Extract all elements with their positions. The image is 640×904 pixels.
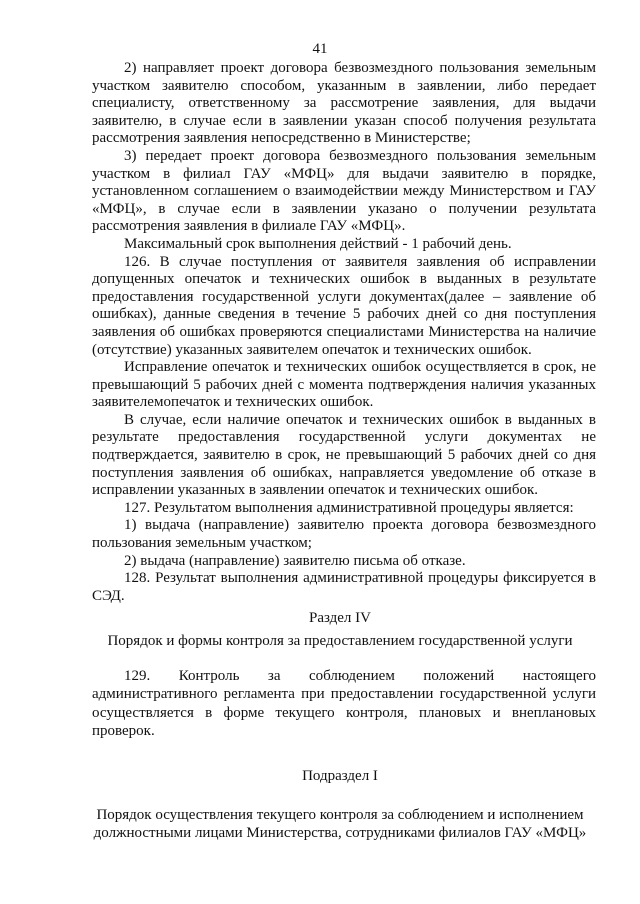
paragraph-max-duration: Максимальный срок выполнения действий - 1 рабочий день.: [124, 235, 512, 252]
subsection-subtitle: Порядок осуществления текущего контроля за соблюдением и исполнением должностными лицами Министерства, сотрудниками филиалов ГАУ «МФЦ»: [93, 807, 587, 842]
paragraph-127-item-2: 2) выдача (направление) заявителю письма об отказе.: [124, 552, 466, 569]
section-subtitle: Порядок и формы контроля за предоставлением государственной услуги: [107, 633, 573, 649]
paragraph-128: 128. Результат выполнения административной процедуры фиксируется в СЭД.: [92, 570, 596, 604]
section-title: Раздел IV: [308, 610, 371, 626]
paragraph-129: 129. Контроль за соблюдением положений настоящего административного регламента при предоставлении государственной услуги осуществляется в форме текущего контроля, плановых и внеплановых проверок.: [92, 668, 596, 739]
paragraph-refusal-notice: В случае, если наличие опечаток и технических ошибок в выданных в результате предоставления государственной услуги документах не подтверждается, заявителю в срок, не превышающий 5 рабочих дней со дня поступления заявления об ошибках, направляется уведомление об отказе в исправлении указанных в заявлении опечаток и технических ошибок.: [92, 411, 596, 499]
page-number: 41: [312, 41, 328, 57]
paragraph-correction-term: Исправление опечаток и технических ошибок осуществляется в срок, не превышающий 5 рабочих дней с момента подтверждения наличия указанных заявителемопечаток и технических ошибок.: [92, 359, 596, 411]
body-text: [92, 60, 596, 605]
paragraph-126: 126. В случае поступления от заявителя заявления об исправлении допущенных опечаток и технических ошибок в выданных в результате предоставления государственной услуги документах(далее – заявление об ошибках), данные сведения в течение 5 рабочих дней со дня поступления заявления об ошибках проверяются специалистами Министерства на наличие (отсутствие) указанных заявителем опечаток и технических ошибок.: [92, 253, 596, 358]
paragraph-127: 127. Результатом выполнения административной процедуры является:: [124, 499, 574, 516]
paragraph-item-2: 2) направляет проект договора безвозмездного пользования земельным участком заявителю способом, указанным в заявлении, либо передает специалисту, ответственному за рассмотрение заявления, для выдачи заявителю, в случае если в заявлении указан способ получения результата рассмотрения заявления непосредственно в Министерстве;: [92, 60, 596, 147]
subsection-title: Подраздел I: [302, 768, 378, 784]
paragraph-127-item-1: 1) выдача (направление) заявителю проекта договора безвозмездного пользования земельным участком;: [92, 517, 596, 552]
paragraph-item-3: 3) передает проект договора безвозмездного пользования земельным участком в филиал ГАУ «МФЦ» для выдачи заявителю в порядке, установленном соглашением о взаимодействии между Министерством и ГАУ «МФЦ», в случае если в заявлении указано о получении результата рассмотрения заявления в филиале ГАУ «МФЦ».: [92, 147, 596, 235]
